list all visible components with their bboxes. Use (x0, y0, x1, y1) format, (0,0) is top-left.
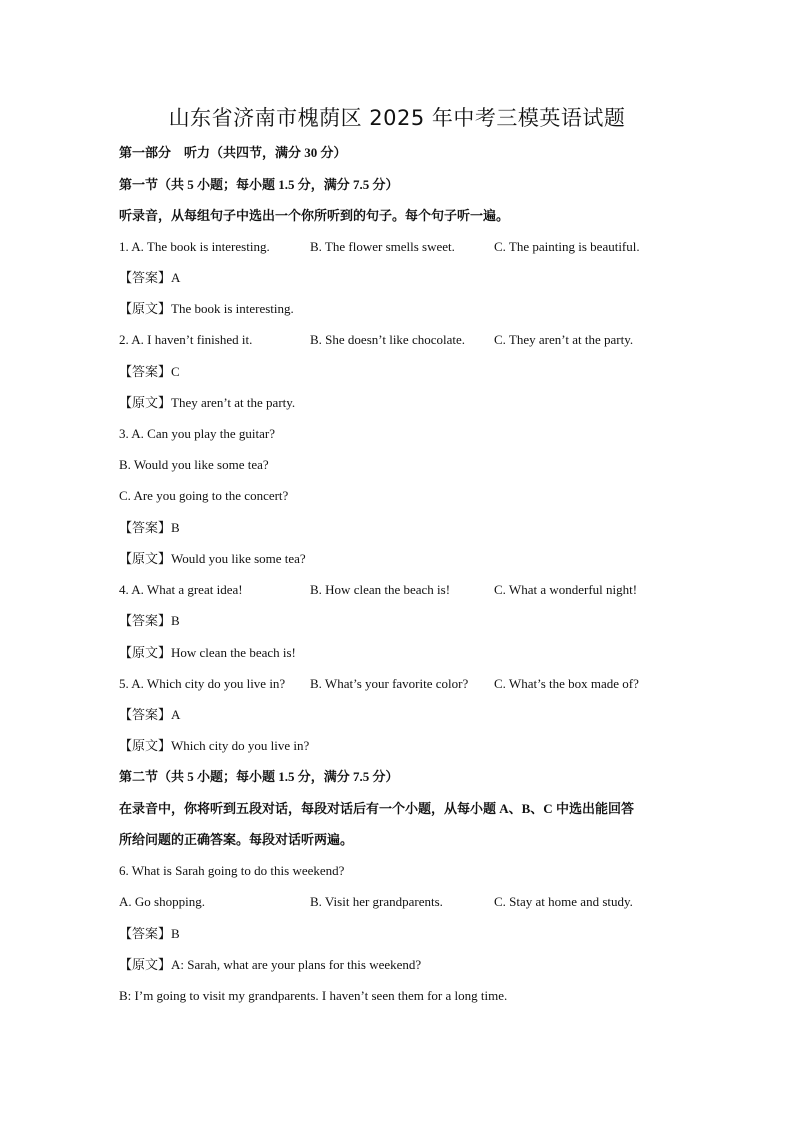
section1-heading: 第一节（共 5 小题；每小题 1.5 分，满分 7.5 分） (119, 177, 399, 192)
option-b: B. Visit her grandparents. (310, 894, 443, 909)
option-b: B. The flower smells sweet. (310, 239, 455, 254)
option-b: B. How clean the beach is! (310, 582, 451, 597)
option-c: C. The painting is beautiful. (494, 239, 640, 254)
option-c: C. Stay at home and study. (494, 894, 633, 909)
option-c: C. What a wonderful night! (494, 582, 638, 597)
option-c: C. What’s the box made of? (494, 676, 639, 691)
answer-3: 【答案】B (119, 520, 180, 535)
page-title: 山东省济南市槐荫区 2025 年中考三模英语试题 (168, 106, 626, 130)
question-3-option-a: 3. A. Can you play the guitar? (119, 426, 275, 441)
section2-heading: 第二节（共 5 小题；每小题 1.5 分，满分 7.5 分） (119, 769, 399, 784)
option-a: A. Go shopping. (119, 894, 205, 909)
original-6: 【原文】A: Sarah, what are your plans for this weekend? (119, 957, 422, 972)
option-c: C. They aren’t at the party. (494, 332, 634, 347)
question-3-option-b: B. Would you like some tea? (119, 457, 269, 472)
option-a: 4. A. What a great idea! (119, 582, 243, 597)
section2-instruction-line1: 在录音中，你将听到五段对话，每段对话后有一个小题，从每小题 A、B、C 中选出能回答 (119, 801, 634, 816)
section1-instruction: 听录音，从每组句子中选出一个你所听到的句子。每个句子听一遍。 (119, 208, 510, 223)
section2-instruction-line2: 所给问题的正确答案。每段对话听两遍。 (119, 832, 354, 847)
dialogue-line: B: I’m going to visit my grandparents. I haven’t seen them for a long time. (119, 988, 508, 1003)
question-6-text: 6. What is Sarah going to do this weekend? (119, 863, 345, 878)
original-3: 【原文】Would you like some tea? (119, 551, 306, 566)
original-2: 【原文】They aren’t at the party. (119, 395, 296, 410)
answer-2: 【答案】C (119, 364, 180, 379)
part-heading: 第一部分 听力（共四节，满分 30 分） (119, 145, 347, 160)
original-4: 【原文】How clean the beach is! (119, 645, 296, 660)
option-a: 2. A. I haven’t finished it. (119, 332, 253, 347)
answer-1: 【答案】A (119, 270, 181, 285)
original-5: 【原文】Which city do you live in? (119, 738, 310, 753)
answer-6: 【答案】B (119, 926, 180, 941)
answer-5: 【答案】A (119, 707, 181, 722)
option-a: 1. A. The book is interesting. (119, 239, 270, 254)
option-b: B. She doesn’t like chocolate. (310, 332, 466, 347)
original-1: 【原文】The book is interesting. (119, 301, 294, 316)
option-a: 5. A. Which city do you live in? (119, 676, 286, 691)
answer-4: 【答案】B (119, 613, 180, 628)
option-b: B. What’s your favorite color? (310, 676, 469, 691)
question-3-option-c: C. Are you going to the concert? (119, 488, 289, 503)
